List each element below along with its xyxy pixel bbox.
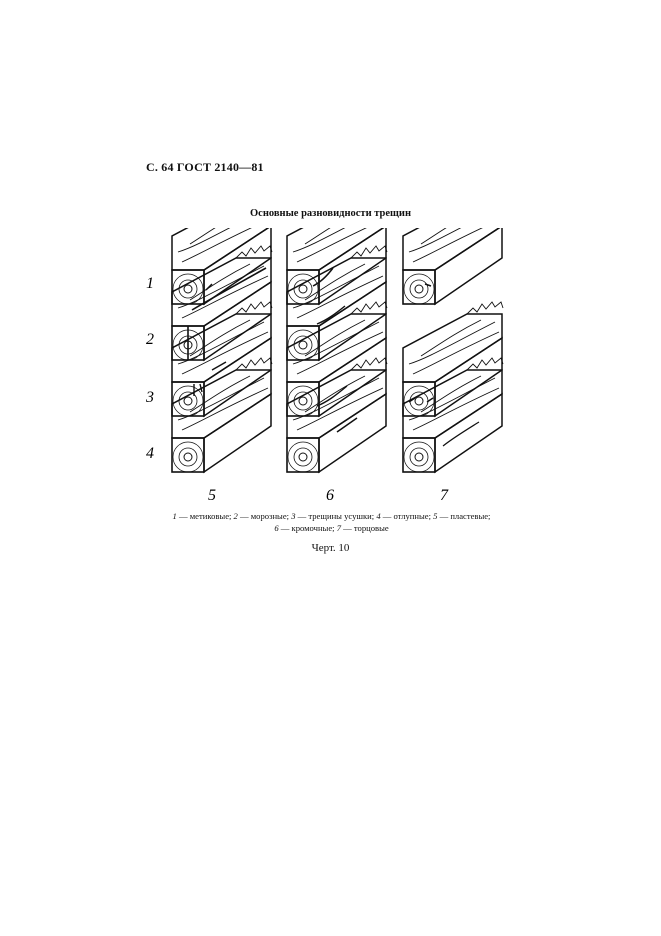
row-label-3: 3 (146, 389, 154, 406)
board-4-b (287, 358, 387, 472)
caption-text-4: — отлупные; (380, 511, 434, 521)
caption-num-6: 6 (274, 523, 279, 533)
page-header: С. 64 ГОСТ 2140—81 (146, 160, 264, 174)
caption-num-1: 1 (172, 511, 177, 521)
caption-text-7: — торцовые (340, 523, 389, 533)
figure-number: Черт. 10 (311, 542, 350, 554)
board-3-a (172, 302, 272, 416)
caption-num-7: 7 (336, 523, 341, 533)
caption-num-5: 5 (433, 511, 438, 521)
board-4-a (172, 358, 272, 472)
caption-num-2: 2 (233, 511, 238, 521)
row-label-1: 1 (146, 275, 154, 292)
caption-num-3: 3 (291, 511, 296, 521)
figure-title: Основные разновидности трещин (250, 208, 411, 219)
col-label-6: 6 (326, 487, 334, 504)
caption-text-6: — кромочные; (278, 523, 337, 533)
caption-text-3: — трещины усушки; (295, 511, 377, 521)
col-label-5: 5 (208, 487, 216, 504)
caption-text-5: — пластевые; (437, 511, 491, 521)
board-2-b (287, 246, 387, 360)
caption-text-1: — метиковые; (176, 511, 234, 521)
caption-num-4: 4 (376, 511, 381, 521)
col-label-7: 7 (440, 487, 448, 504)
figure-caption (144, 510, 519, 534)
board-3-c (403, 302, 503, 416)
row-label-2: 2 (146, 331, 154, 348)
row-label-4: 4 (146, 445, 154, 462)
board-3-b (287, 302, 387, 416)
crack-types-figure (140, 228, 530, 508)
board-1-c (403, 228, 503, 304)
board-2-a (172, 246, 272, 360)
caption-text-2: — морозные; (237, 511, 292, 521)
board-4-c (403, 358, 503, 472)
